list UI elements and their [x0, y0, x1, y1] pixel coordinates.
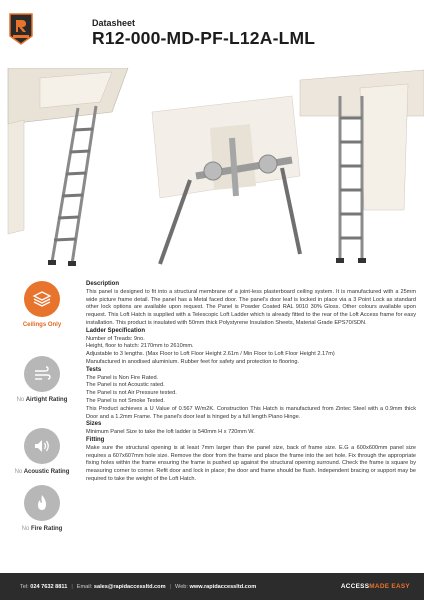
footer-separator: |	[71, 583, 73, 590]
tel-link[interactable]: 024 7632 8811	[30, 583, 68, 590]
web-label: Web:	[175, 583, 188, 590]
spec-content	[86, 281, 416, 484]
rapid-access-logo	[8, 12, 34, 46]
datasheet-label: Datasheet	[92, 18, 136, 28]
footer-bar	[0, 573, 424, 600]
product-code: R12-000-MD-PF-L12A-LML	[92, 28, 316, 48]
description-heading: Description	[86, 281, 120, 287]
sizes-heading: Sizes	[86, 421, 102, 428]
feature-label: No Acoustic Rating	[14, 469, 70, 475]
brand-tagline: ACCESSMADE EASY	[340, 583, 410, 590]
description-text: This panel is designed to fit into a structural membrane of a joint-less plasterboard ceiling system. It is manufactured with a 25mm wide picture frame detail. The panel has a Metal faced door. The panel's door leaf is locked in place via a 3 Point Lock as standard other lock options are available upon request. The Panel is Powder Coated RAL 9010 30% Gloss. Other colours available upon request. This Loft Hatch is supplied with a Telescopic Loft Ladder which is already fitted to the rear of the Loft Access frame for easy installation. This product is insulated with 50mm thick Polystyrene Insulation Sheets, Material Grade EPS70/SDN.	[86, 288, 416, 326]
tests-line: The Panel is not Acoustic rated.	[86, 382, 165, 389]
ladder-heading: Ladder Specification	[86, 327, 146, 334]
web-link[interactable]: www.rapidaccessltd.com	[189, 583, 257, 590]
tests-heading: Tests	[86, 366, 102, 373]
sizes-line: Minimum Panel Size to take the loft ladder is 540mm H x 720mm W.	[86, 429, 255, 436]
footer-separator: |	[169, 583, 172, 590]
product-photos	[0, 68, 424, 268]
feature-label: No Fire Rating	[21, 526, 63, 532]
ladder-line: Height, floor to hatch: 2170mm to 2610mm.	[86, 343, 194, 350]
fitting-heading: Fitting	[86, 436, 105, 443]
email-label: Email:	[76, 583, 93, 590]
photo-ladder-extended	[8, 68, 128, 266]
tests-line: The Panel is not Smoke Tested.	[86, 397, 165, 404]
wind-icon	[24, 356, 60, 392]
uvalue-text: This Product achieves a U Value of 0.567 W/m2K. Construction This Hatch is manufactured from Zintec Steel with a 0.9mm thick Door and a 1.2mm Frame. The panel's door leaf is hinged by a full length Piano Hinge.	[86, 405, 416, 420]
tests-line: The Panel is Non Fire Rated.	[86, 374, 159, 381]
layers-icon	[24, 281, 60, 317]
ladder-line: Number of Treads: 9no.	[86, 335, 145, 342]
feature-fire-rating	[0, 485, 84, 532]
photo-ladder-telescopic	[300, 70, 424, 263]
ladder-line: Adjustable to 3 lengths. (Max Floor to Loft Floor Height 2.61m / Min Floor to Loft Floor Height 2.17m)	[86, 351, 335, 358]
feature-airtight-rating	[0, 356, 84, 403]
feature-label: No Airtight Rating	[16, 397, 68, 403]
ladder-line: Manufactured in anodised aluminium. Rubber feet for safety and protection to flooring.	[86, 358, 299, 365]
feature-acoustic-rating	[0, 428, 84, 475]
feature-label: Ceilings Only	[22, 322, 62, 328]
tel-label: Tel:	[20, 583, 29, 590]
fitting-text: Make sure the structural opening is at least 7mm larger than the panel size, back of frame size. E.G a 600x600mm panel size requires a 607x607mm hole size. Remove the door from the frame and place the frame into the set hole. Fix through the appropriate fixing holes within the frame ensuring the frame is pushed up against the structural opening surround. Check the frame is square by measuring corner to corner. Refit door and lock in place; the door and frame should be flush. Independent bracing or support may be required to take the weight of the Loft Hatch.	[86, 444, 416, 482]
feature-ceilings-only	[0, 281, 84, 328]
email-link[interactable]: sales@rapidaccessltd.com	[93, 583, 166, 590]
tests-line: The Panel is not Air Pressure tested.	[86, 390, 177, 397]
speaker-icon	[24, 428, 60, 464]
flame-icon	[24, 485, 60, 521]
photo-ladder-mechanism	[152, 96, 300, 264]
